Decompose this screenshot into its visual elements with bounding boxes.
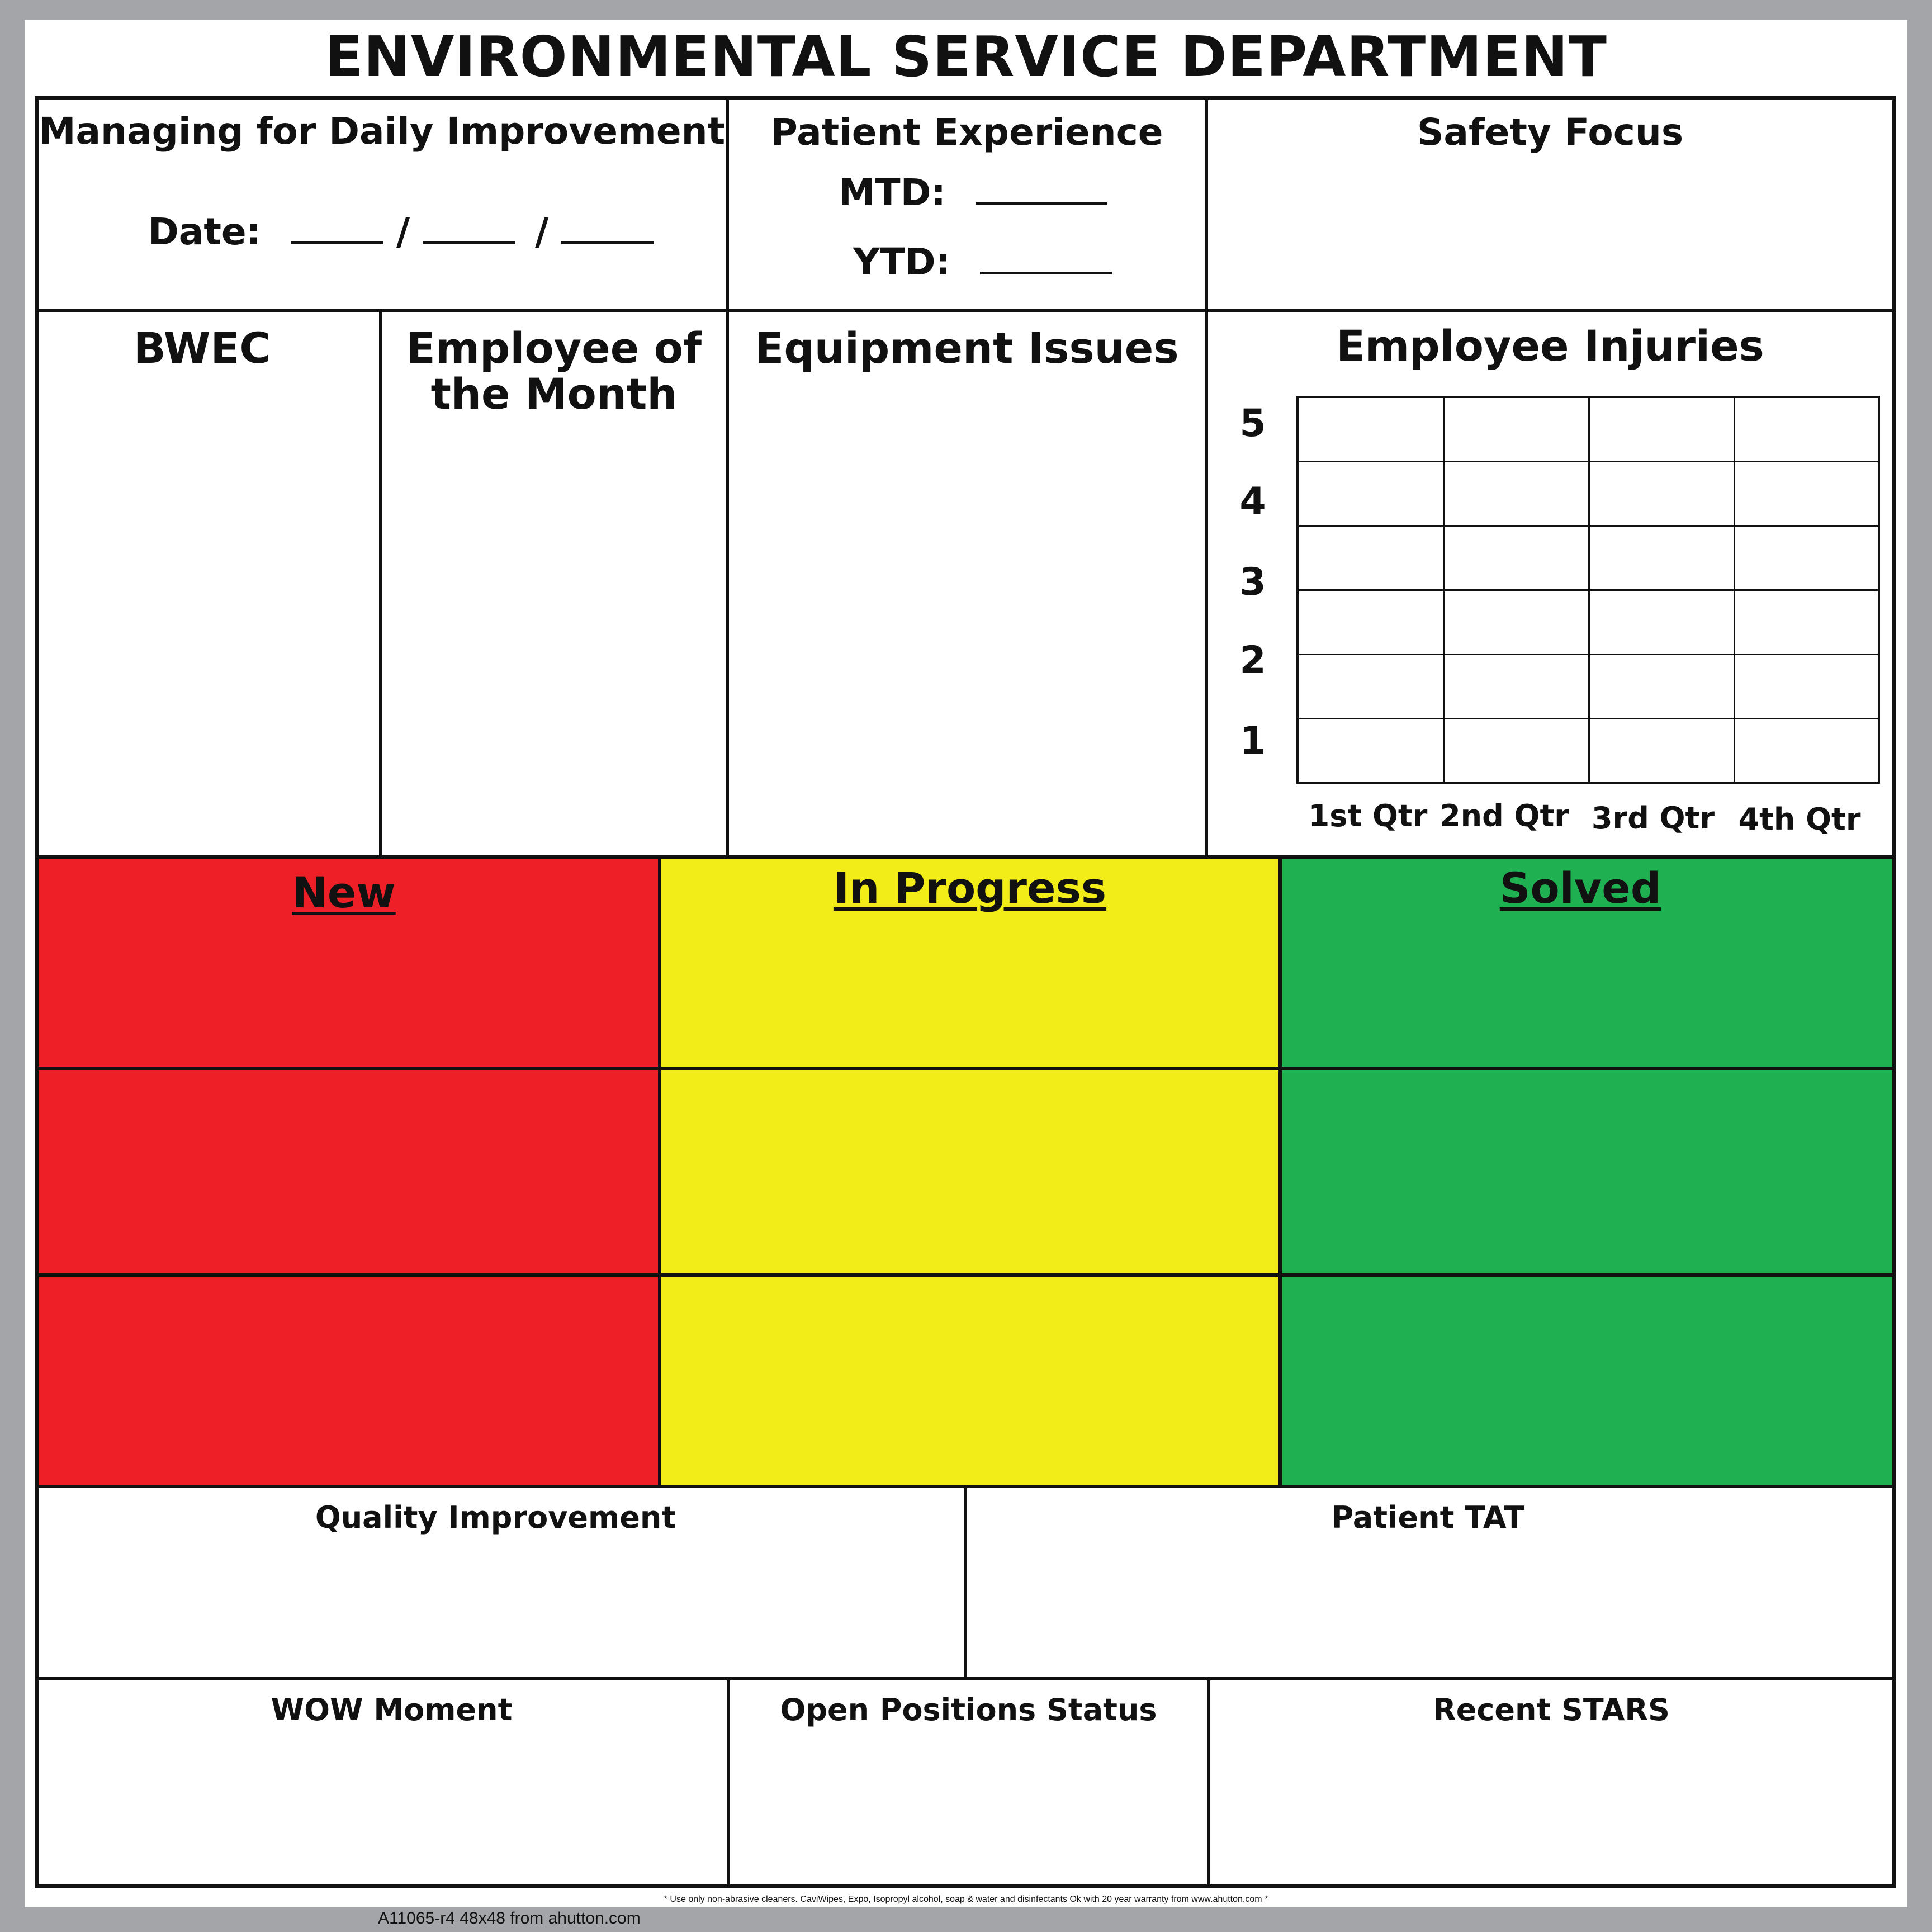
status-solved-header-cell bbox=[1278, 855, 1892, 1067]
bwec-section bbox=[39, 309, 379, 855]
ytd-blank[interactable] bbox=[980, 241, 1112, 274]
grid-vline bbox=[1443, 398, 1445, 782]
date-year-blank[interactable] bbox=[561, 211, 654, 244]
status-new-header-cell bbox=[39, 855, 658, 1067]
patient-tat-heading: Patient TAT bbox=[1331, 1500, 1525, 1535]
equipment-issues-section bbox=[726, 309, 1205, 855]
grid-vline bbox=[1588, 398, 1590, 782]
ytd-label: YTD: bbox=[853, 240, 950, 283]
date-day-blank[interactable] bbox=[423, 211, 515, 244]
date-separator-2: / bbox=[535, 210, 549, 253]
patient-experience-heading: Patient Experience bbox=[770, 111, 1163, 154]
date-label: Date: bbox=[148, 210, 262, 253]
mtd-blank[interactable] bbox=[976, 172, 1107, 205]
status-solved-cell[interactable] bbox=[1278, 1273, 1892, 1485]
status-in-progress-cell[interactable] bbox=[658, 1067, 1278, 1273]
safety-focus-heading: Safety Focus bbox=[1417, 111, 1684, 154]
product-code: A11065-r4 48x48 from ahutton.com bbox=[378, 1909, 641, 1928]
quarter-label: 2nd Qtr bbox=[1439, 798, 1569, 834]
patient-experience-section bbox=[726, 100, 1205, 309]
status-in-progress-header-cell bbox=[658, 855, 1278, 1067]
safety-focus-section bbox=[1205, 100, 1892, 309]
status-in-progress-label: In Progress bbox=[833, 863, 1107, 913]
daily-improvement-heading: Managing for Daily Improvement bbox=[39, 110, 726, 153]
status-new-cell[interactable] bbox=[39, 1067, 658, 1273]
date-field bbox=[148, 211, 654, 253]
date-separator-1: / bbox=[396, 210, 410, 253]
status-new-label: New bbox=[292, 868, 396, 917]
quality-improvement-section bbox=[39, 1485, 964, 1677]
wow-moment-heading: WOW Moment bbox=[271, 1692, 513, 1727]
wow-moment-section bbox=[39, 1677, 727, 1884]
injury-level-label: 2 bbox=[1239, 638, 1266, 683]
quarter-label: 4th Qtr bbox=[1738, 802, 1861, 837]
injury-level-label: 5 bbox=[1239, 401, 1266, 446]
employee-injuries-section bbox=[1205, 309, 1892, 855]
status-solved-cell[interactable] bbox=[1278, 1067, 1892, 1273]
injury-level-label: 3 bbox=[1239, 560, 1266, 604]
quarter-label: 1st Qtr bbox=[1308, 798, 1428, 834]
patient-tat-section bbox=[964, 1485, 1892, 1677]
page-title: ENVIRONMENTAL SERVICE DEPARTMENT bbox=[325, 24, 1607, 89]
daily-improvement-section bbox=[39, 100, 726, 309]
employee-injuries-heading: Employee Injuries bbox=[1336, 321, 1764, 371]
board-grid bbox=[35, 96, 1896, 1888]
employee-of-month-heading-line1: Employee of bbox=[406, 323, 702, 373]
date-month-blank[interactable] bbox=[291, 211, 383, 244]
bwec-heading: BWEC bbox=[133, 323, 271, 373]
status-new-cell[interactable] bbox=[39, 1273, 658, 1485]
recent-stars-heading: Recent STARS bbox=[1433, 1692, 1670, 1727]
quarter-label: 3rd Qtr bbox=[1591, 801, 1715, 836]
employee-of-month-section bbox=[379, 309, 726, 855]
employee-of-month-heading-line2: the Month bbox=[430, 369, 678, 419]
injuries-chart-grid bbox=[1296, 396, 1880, 784]
care-instructions: * Use only non-abrasive cleaners. CaviWipes, Expo, Isopropyl alcohol, soap & water and disinfectants Ok with 20 year warranty from www.ahutton.com * bbox=[664, 1895, 1268, 1904]
open-positions-section bbox=[727, 1677, 1207, 1884]
open-positions-heading: Open Positions Status bbox=[780, 1692, 1157, 1727]
injury-level-label: 4 bbox=[1239, 480, 1266, 524]
recent-stars-section bbox=[1207, 1677, 1892, 1884]
injury-level-label: 1 bbox=[1239, 719, 1266, 763]
mtd-label: MTD: bbox=[839, 171, 946, 214]
ytd-field bbox=[853, 241, 1112, 283]
status-solved-label: Solved bbox=[1499, 863, 1661, 913]
quality-improvement-heading: Quality Improvement bbox=[315, 1500, 676, 1535]
equipment-issues-heading: Equipment Issues bbox=[755, 323, 1179, 373]
status-in-progress-cell[interactable] bbox=[658, 1273, 1278, 1485]
mtd-field bbox=[839, 172, 1107, 214]
grid-vline bbox=[1734, 398, 1735, 782]
